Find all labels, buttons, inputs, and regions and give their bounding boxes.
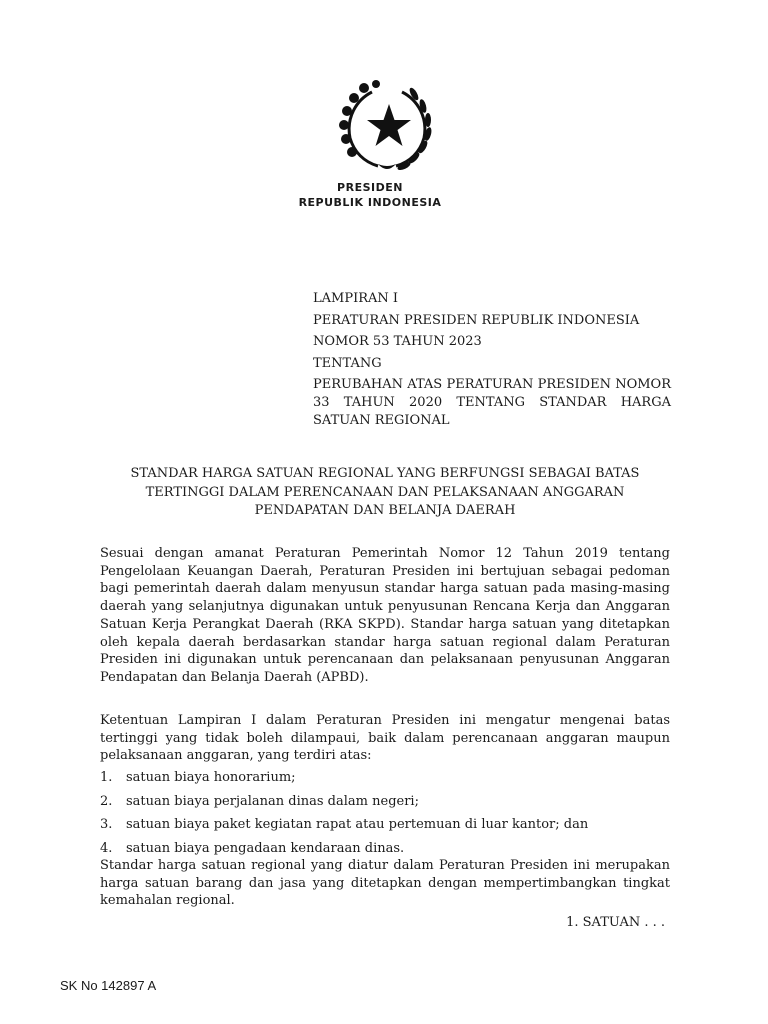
list-item — [100, 794, 670, 818]
title-line-1: STANDAR HARGA SATUAN REGIONAL YANG BERFUNGSI SEBAGAI BATAS — [130, 466, 640, 481]
tentang-label: TENTANG — [313, 355, 382, 371]
regulation-subject: PERUBAHAN ATAS PERATURAN PRESIDEN NOMOR 33 TAHUN 2020 TENTANG STANDAR HARGA SATUAN REGIONAL — [313, 377, 671, 429]
garuda-star-emblem-icon — [334, 78, 440, 176]
paragraph-purpose: Sesuai dengan amanat Peraturan Pemerintah Nomor 12 Tahun 2019 tentang Pengelolaan Keuangan Daerah, Peraturan Presiden ini bertujuan sebagai pedoman bagi pemerintah daerah dalam menyusun standar harga satuan pada masing-masing daerah yang selanjutnya digunakan untuk penyusunan Rencana Kerja dan Anggaran Satuan Kerja Perangkat Daerah (RKA SKPD). Standar harga satuan yang ditetapkan oleh kepala daerah berdasarkan standar harga satuan regional dalam Peraturan Presiden ini digunakan untuk perencanaan dan pelaksanaan penyusunan Anggaran Pendapatan dan Belanja Daerah (APBD). — [100, 546, 670, 685]
list-item — [100, 817, 670, 841]
paragraph-regional-prices: Standar harga satuan regional yang diatur dalam Peraturan Presiden ini merupakan harga satuan barang dan jasa yang ditetapkan dengan mempertimbangkan tingkat kemahalan regional. — [100, 858, 670, 909]
list-number: 1. — [100, 770, 113, 785]
header-republik-indonesia: REPUBLIK INDONESIA — [298, 196, 442, 209]
cost-standard-list — [100, 770, 670, 864]
list-text: satuan biaya paket kegiatan rapat atau pertemuan di luar kantor; dan — [126, 817, 589, 832]
title-line-3: PENDAPATAN DAN BELANJA DAERAH — [254, 503, 516, 518]
paragraph-provisions: Ketentuan Lampiran I dalam Peraturan Presiden ini mengatur mengenai batas tertinggi yang tidak boleh dilampaui, baik dalam perencanaan anggaran maupun pelaksanaan anggaran, yang terdiri atas: — [100, 713, 670, 764]
title-line-2: TERTINGGI DALAM PERENCANAAN DAN PELAKSANAAN ANGGARAN — [145, 484, 625, 500]
list-number: 3. — [100, 817, 113, 832]
list-number: 2. — [100, 793, 113, 809]
list-item — [100, 770, 670, 794]
document-title — [80, 465, 690, 521]
lampiran-label: LAMPIRAN I — [313, 291, 399, 306]
list-text: satuan biaya perjalanan dinas dalam negeri; — [126, 793, 419, 809]
list-text: satuan biaya honorarium; — [126, 770, 296, 785]
sk-number: SK No 142897 A — [60, 978, 157, 993]
lampiran-block — [313, 288, 671, 430]
header-presiden: PRESIDEN — [337, 181, 403, 194]
regulation-number: NOMOR 53 TAHUN 2023 — [313, 334, 482, 350]
list-text: satuan biaya pengadaan kendaraan dinas. — [126, 840, 405, 856]
regulation-name: PERATURAN PRESIDEN REPUBLIK INDONESIA — [313, 312, 640, 328]
list-number: 4. — [100, 840, 113, 856]
continuation-marker: 1. SATUAN . . . — [566, 915, 665, 930]
